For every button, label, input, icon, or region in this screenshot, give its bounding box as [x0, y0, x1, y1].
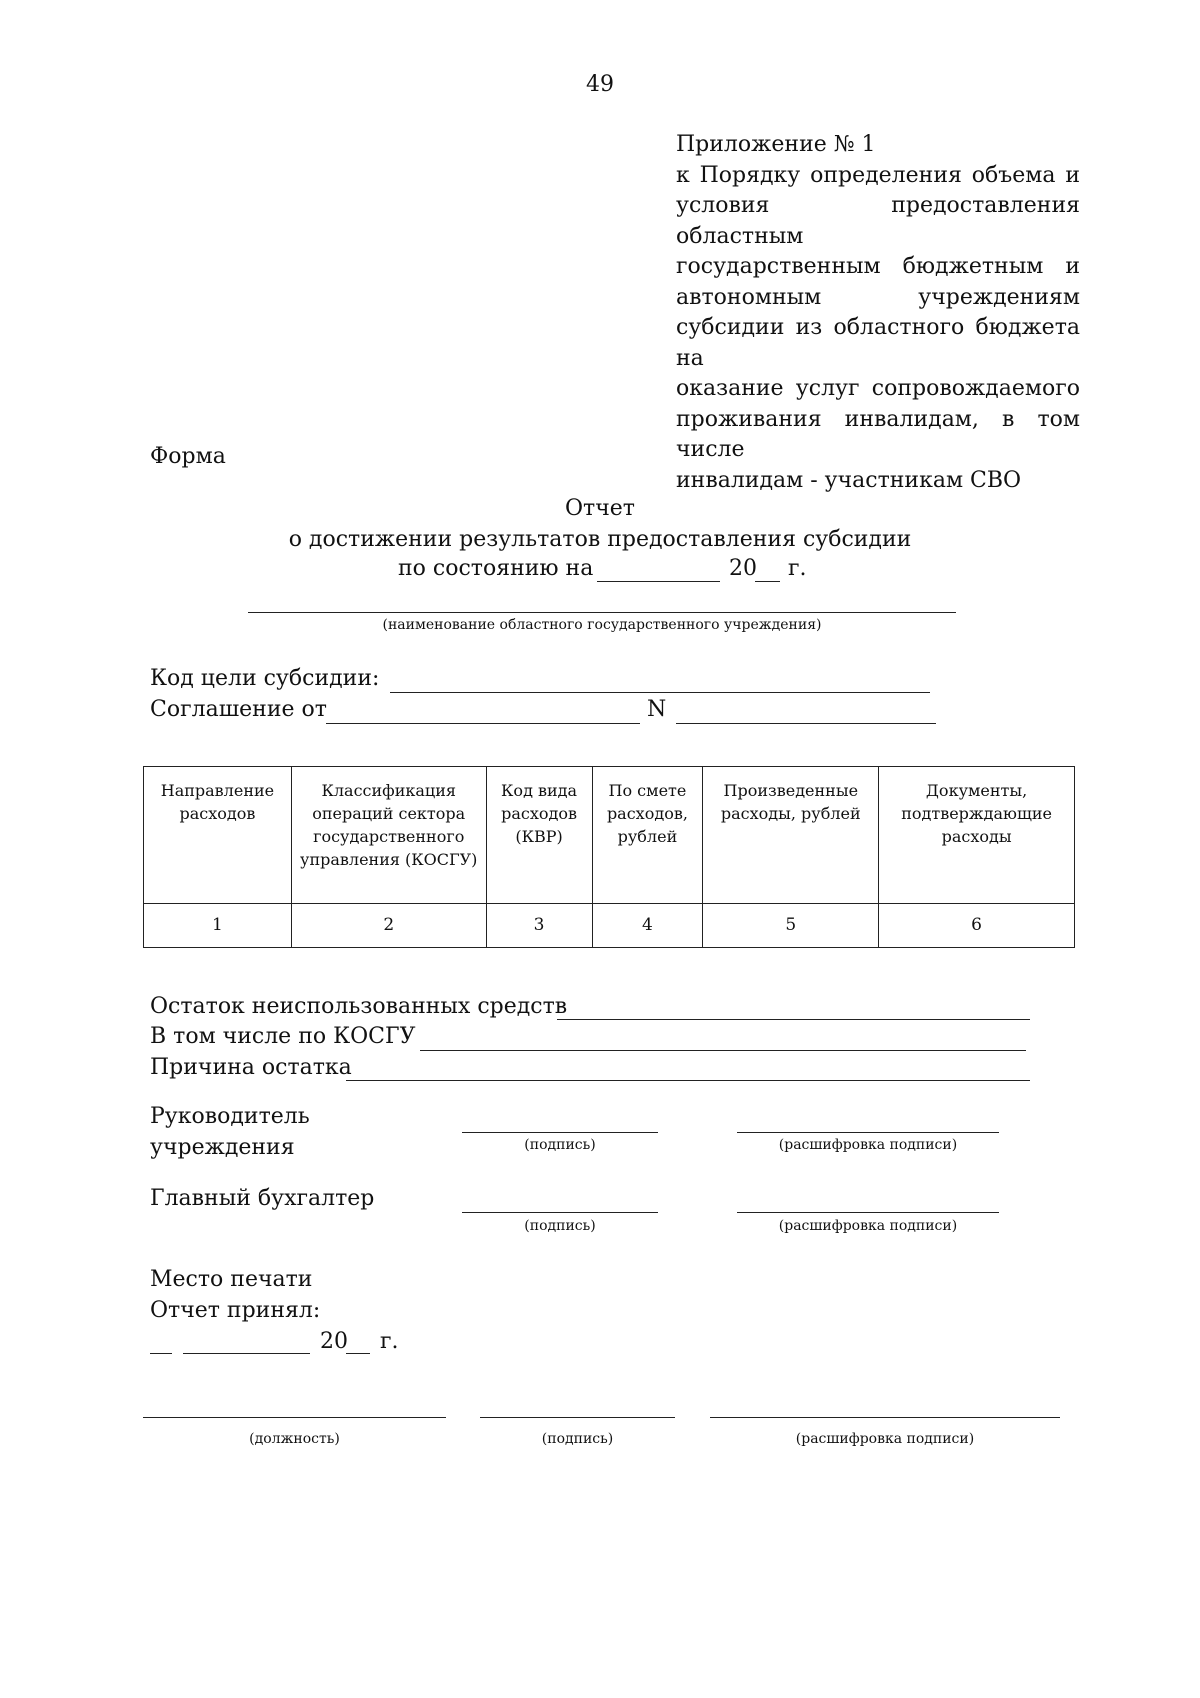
institution-caption: (наименование областного государственного учреждения) — [382, 617, 822, 633]
acceptor-decode-caption: (расшифровка подписи) — [795, 1431, 975, 1447]
agreement-number-field[interactable] — [676, 723, 936, 724]
report-date-prefix: по состоянию на — [398, 556, 594, 581]
kosgu-label: В том числе по КОСГУ — [150, 1024, 416, 1049]
reason-field[interactable] — [346, 1080, 1030, 1081]
appendix-line: автономным учреждениям — [676, 284, 1080, 310]
subsidy-code-label: Код цели субсидии: — [150, 666, 380, 691]
table-number-cell: 5 — [703, 904, 879, 948]
form-label: Форма — [150, 444, 226, 469]
accepted-day-field[interactable] — [150, 1353, 172, 1354]
appendix-line: государственным бюджетным и — [676, 254, 1080, 279]
table-number-cell: 6 — [879, 904, 1075, 948]
head-signature-caption: (подпись) — [524, 1137, 596, 1153]
institution-name-field[interactable] — [248, 612, 956, 613]
appendix-line: к Порядку определения объема и — [676, 162, 1080, 188]
table-header-cell: Код вида расходов (КВР) — [486, 767, 592, 904]
acceptor-signature-field[interactable] — [480, 1417, 675, 1418]
report-date-suffix: г. — [788, 556, 807, 581]
subsidy-code-field[interactable] — [390, 692, 930, 693]
accepted-year-suffix: г. — [380, 1329, 399, 1354]
stamp-place-label: Место печати — [150, 1267, 313, 1292]
reason-label: Причина остатка — [150, 1055, 352, 1080]
accountant-signature-field[interactable] — [462, 1212, 658, 1213]
table-number-cell: 2 — [291, 904, 486, 948]
accountant-decode-caption: (расшифровка подписи) — [778, 1218, 958, 1234]
appendix-line: оказание услуг сопровождаемого — [676, 376, 1080, 401]
accountant-label: Главный бухгалтер — [150, 1186, 375, 1211]
table-number-cell: 1 — [144, 904, 292, 948]
accepted-year-field[interactable] — [346, 1353, 370, 1354]
acceptor-position-field[interactable] — [143, 1417, 446, 1418]
kosgu-field[interactable] — [420, 1050, 1026, 1051]
report-subtitle: о достижении результатов предоставления субсидии — [288, 527, 912, 552]
agreement-date-field[interactable] — [326, 723, 640, 724]
expenses-table — [143, 766, 1075, 948]
accepted-month-field[interactable] — [183, 1353, 310, 1354]
report-date-field[interactable] — [597, 581, 720, 582]
accepted-label: Отчет принял: — [150, 1298, 321, 1323]
remainder-label: Остаток неиспользованных средств — [150, 994, 568, 1019]
agreement-label: Соглашение от — [150, 697, 327, 722]
table-header-cell: Документы, подтверждающие расходы — [879, 767, 1075, 904]
report-date-year: 20 — [729, 556, 757, 581]
acceptor-position-caption: (должность) — [249, 1431, 340, 1447]
head-signature-field[interactable] — [462, 1132, 658, 1133]
accountant-decode-field[interactable] — [737, 1212, 999, 1213]
table-header-cell: По смете расходов, рублей — [592, 767, 703, 904]
table-header-row — [144, 767, 1075, 904]
page-number: 49 — [586, 72, 614, 97]
head-decode-caption: (расшифровка подписи) — [778, 1137, 958, 1153]
table-number-cell: 3 — [486, 904, 592, 948]
head-label-line-1: Руководитель — [150, 1104, 310, 1129]
table-number-cell: 4 — [592, 904, 703, 948]
appendix-title: Приложение № 1 — [676, 132, 876, 157]
appendix-line: инвалидам - участникам СВО — [676, 467, 1022, 493]
report-title: Отчет — [565, 496, 635, 521]
table-header-cell: Произведенные расходы, рублей — [703, 767, 879, 904]
acceptor-decode-field[interactable] — [710, 1417, 1060, 1418]
appendix-block — [676, 130, 1080, 496]
remainder-field[interactable] — [557, 1019, 1030, 1020]
report-year-field[interactable] — [755, 581, 780, 582]
table-header-cell: Классификация операций сектора государственного управления (КОСГУ) — [291, 767, 486, 904]
acceptor-signature-caption: (подпись) — [541, 1431, 614, 1447]
accepted-year: 20 — [320, 1329, 348, 1354]
table-number-row — [144, 904, 1075, 948]
appendix-line: условия предоставления областным — [676, 193, 1080, 249]
head-decode-field[interactable] — [737, 1132, 999, 1133]
appendix-line: субсидии из областного бюджета на — [676, 315, 1080, 371]
agreement-number-label: N — [647, 697, 667, 722]
appendix-line: проживания инвалидам, в том числе — [676, 406, 1080, 462]
accountant-signature-caption: (подпись) — [524, 1218, 596, 1234]
head-label-line-2: учреждения — [150, 1135, 295, 1160]
table-header-cell: Направление расходов — [144, 767, 292, 904]
